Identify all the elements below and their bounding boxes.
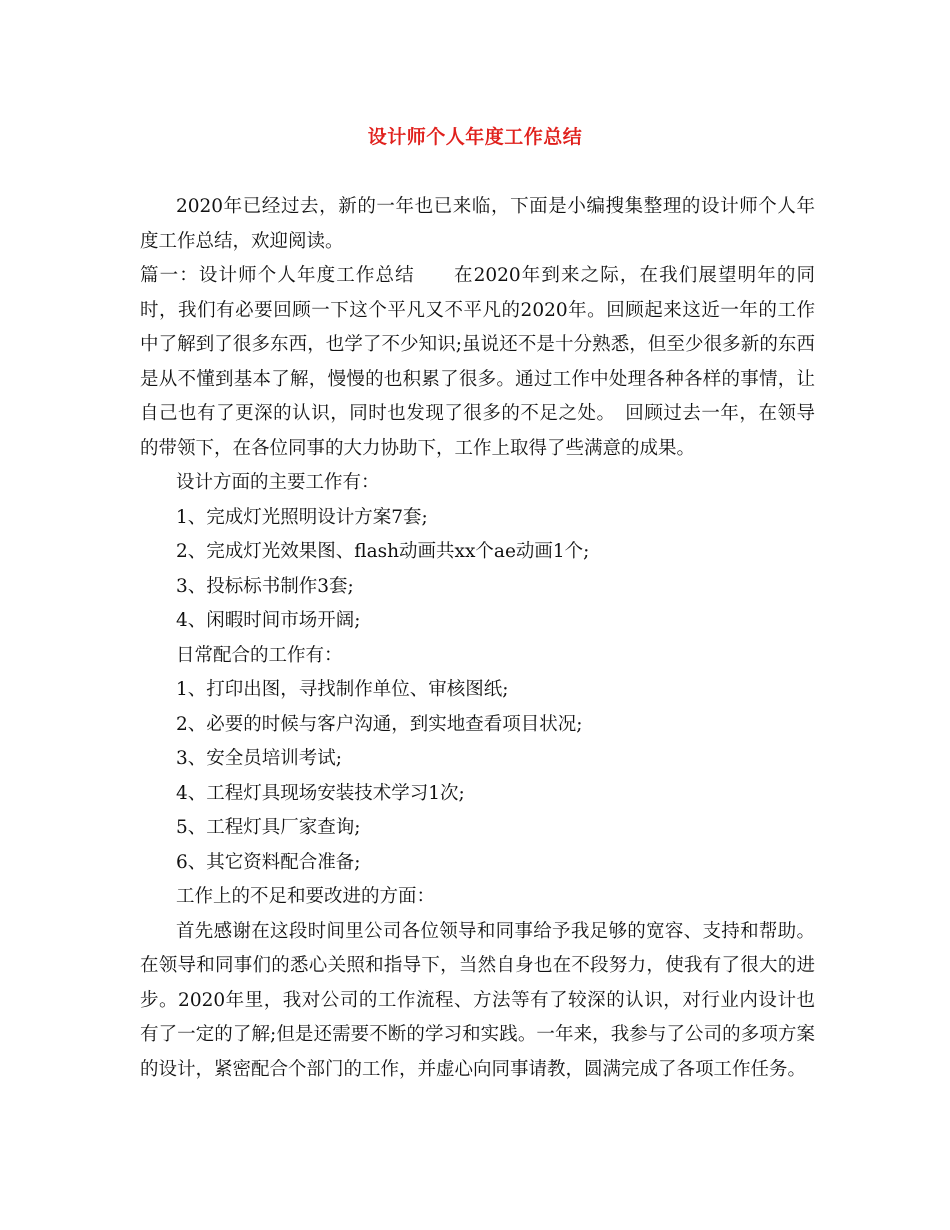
- design-item: 1、完成灯光照明设计方案7套;: [176, 506, 428, 528]
- daily-item: 1、打印出图，寻找制作单位、审核图纸;: [176, 679, 509, 700]
- improve-heading: 工作上的不足和要改进的方面：: [176, 886, 436, 907]
- design-item: 2、完成灯光效果图、flash动画共xx个ae动画1个;: [176, 541, 590, 562]
- part1-paragraph: 篇一：设计师个人年度工作总结 在2020年到来之际，在我们展望明年的同时，我们有必要回顾一下这个平凡又不平凡的2020年。回顾起来这近一年的工作中了解到了很多东西，也学了不少知识;虽说还不是十分熟悉，但至少很多新的东西是从不懂到基本了解，慢慢的也积累了很多。通过工作中处理各种各样的事情，让自己也有了更深的认识，同时也发现了很多的不足之处。 回顾过去一年，在领导的带领下，在各位同事的大力协助下，工作上取得了些满意的成果。: [140, 265, 815, 459]
- daily-item: 3、安全员培训考试;: [176, 748, 343, 769]
- document-title: 设计师个人年度工作总结: [367, 126, 583, 148]
- document-body: [140, 190, 815, 1087]
- daily-item: 5、工程灯具厂家查询;: [176, 817, 361, 838]
- daily-item: 6、其它资料配合准备;: [176, 851, 361, 873]
- design-heading: 设计方面的主要工作有：: [176, 472, 380, 493]
- intro-paragraph: 2020年已经过去，新的一年也已来临，下面是小编搜集整理的设计师个人年度工作总结，欢迎阅读。: [140, 196, 815, 252]
- daily-item: 4、工程灯具现场安装技术学习1次;: [176, 782, 465, 804]
- design-item: 3、投标标书制作3套;: [176, 575, 354, 597]
- daily-heading: 日常配合的工作有：: [176, 644, 343, 666]
- daily-item: 2、必要的时候与客户沟通，到实地查看项目状况;: [176, 713, 583, 735]
- design-item: 4、闲暇时间市场开阔;: [176, 610, 361, 631]
- improve-paragraph: 首先感谢在这段时间里公司各位领导和同事给予我足够的宽容、支持和帮助。在领导和同事们的悉心关照和指导下，当然自身也在不段努力，使我有了很大的进步。2020年里，我对公司的工作流程、方法等有了较深的认识，对行业内设计也有了一定的了解;但是还需要不断的学习和实践。一年来，我参与了公司的多项方案的设计，紧密配合个部门的工作，并虚心向同事请教，圆满完成了各项工作任务。: [140, 920, 815, 1080]
